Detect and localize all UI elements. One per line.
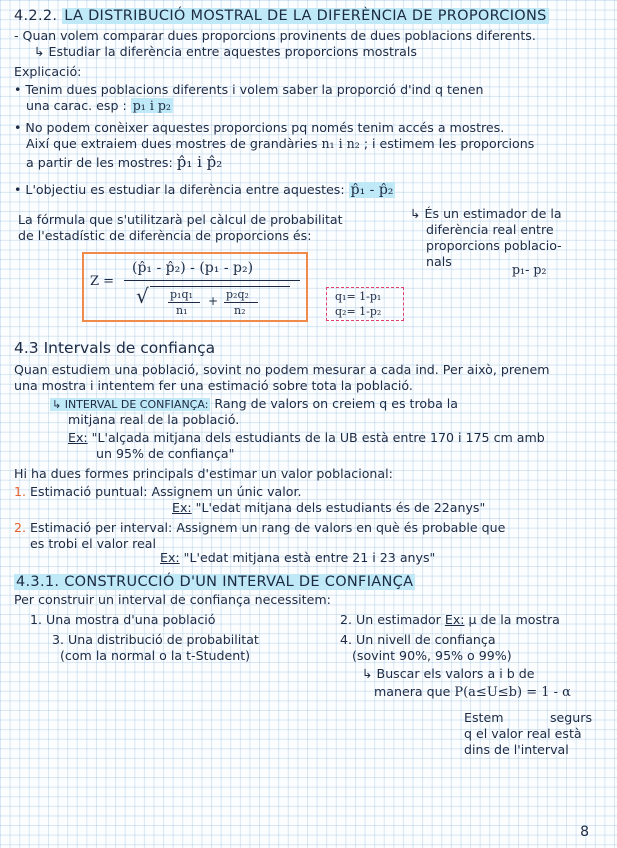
way-2-example	[160, 550, 435, 566]
requirement-2-text: 2. Un estimador	[340, 612, 441, 627]
formula-z: Z =	[90, 274, 115, 289]
den-b-bar	[224, 302, 258, 303]
requirement-4d-math: P(a≤U≤b) = 1 - α	[454, 685, 571, 700]
formula-fraction-bar	[124, 280, 300, 281]
way-2-label: Estimació per interval:	[30, 520, 173, 535]
interval-example-text2: un 95% de confiança"	[96, 446, 235, 461]
bullet1-line-b	[26, 98, 173, 114]
formula-den-a-num: p₁q₁	[170, 288, 193, 301]
bullet3-math: p̂₁ - p̂₂	[350, 182, 394, 198]
requirement-4e-segurs: segurs	[550, 710, 593, 725]
requirement-4a: 4. Un nivell de confiança	[340, 632, 496, 647]
requirement-1: 1. Una mostra d'una població	[30, 612, 216, 627]
interval-example	[68, 430, 545, 446]
bullet1-line-a: • Tenim dues poblacions diferents i volem saber la proporció d'ind q tenen	[14, 82, 484, 97]
interval-example-label: Ex:	[68, 430, 88, 445]
q1-definition: q₁= 1-p₁	[335, 290, 382, 303]
page-number: 8	[580, 824, 589, 840]
section-422-line1: - Quan volem comparar dues proporcions provinents de dues poblacions diferents.	[14, 28, 536, 43]
bullet3-text: • L'objectiu es estudiar la diferència entre aquestes:	[14, 182, 345, 197]
bullet2-tail: ; i estimem les proporcions	[363, 136, 535, 151]
estimator-note-1: ↳ És un estimador de la	[410, 206, 562, 221]
requirement-4d-text: manera que	[374, 684, 451, 699]
estimator-note-2: diferència real entre	[426, 222, 554, 237]
formula-den-plus: +	[208, 294, 219, 308]
way-1	[14, 484, 301, 500]
way-2-text2: es trobi el valor real	[30, 536, 157, 551]
estimator-note-3: proporcions poblacio-	[426, 238, 562, 253]
requirement-4d	[374, 684, 571, 701]
bullet1-text: una carac. esp :	[26, 98, 127, 113]
way-2-example-text: "L'edat mitjana està entre 21 i 23 anys"	[183, 550, 436, 565]
way-2-text: Assignem un rang de valors en què és probable que	[176, 520, 506, 535]
formula-den-a-den: n₁	[176, 304, 188, 317]
interval-definition-label: ↳ INTERVAL DE CONFIANÇA:	[52, 398, 209, 411]
section-43-line1: Quan estudiem una població, sovint no podem mesurar a cada ind. Per això, prenem	[14, 362, 550, 377]
way-1-text: Assignem un únic valor.	[151, 484, 302, 499]
requirement-3b: (com la normal o la t-Student)	[60, 648, 251, 663]
requirement-2-example: μ de la mostra	[468, 612, 560, 627]
way-2	[14, 520, 505, 536]
section-422-line2: ↳ Estudiar la diferència entre aquestes proporcions mostrals	[34, 44, 417, 59]
formula-numerator: (p̂₁ - p̂₂) - (p₁ - p₂)	[132, 260, 254, 276]
section-43-title: 4.3 Intervals de confiança	[14, 339, 216, 357]
bullet2-c-text: a partir de les mostres:	[26, 155, 173, 170]
requirement-2	[340, 612, 560, 628]
way-1-example	[172, 500, 485, 516]
requirement-4e-estem: Estem	[464, 710, 504, 725]
bullet1-math: p₁ i p₂	[132, 98, 171, 113]
formula-box	[82, 252, 308, 322]
interval-definition-text1: Rang de valors on creiem q es troba la	[214, 396, 459, 411]
formula-den-b-num: p₂q₂	[226, 288, 249, 301]
bullet2-line-a: • No podem conèixer aquestes proporcions pq només tenim accés a mostres.	[14, 120, 505, 135]
way-1-label: Estimació puntual:	[30, 484, 148, 499]
section-422-number: 4.2.2.	[14, 8, 58, 24]
requirement-4c: ↳ Buscar els valors a i b de	[362, 666, 535, 681]
way-2-number: 2.	[14, 520, 27, 535]
q2-definition: q₂= 1-p₂	[335, 305, 382, 318]
interval-definition	[50, 396, 458, 413]
way-2-example-label: Ex:	[160, 550, 180, 565]
requirement-3a: 3. Una distribució de probabilitat	[52, 632, 259, 647]
bullet2-c-math: p̂₁ i p̂₂	[176, 153, 223, 171]
way-1-number: 1.	[14, 484, 27, 499]
requirement-4b: (sovint 90%, 95% o 99%)	[352, 648, 512, 663]
section-422-title: LA DISTRIBUCIÓ MOSTRAL DE LA DIFERÈNCIA DE PROPORCIONS	[64, 8, 547, 24]
estimator-note-4: nals	[426, 254, 452, 269]
formula-intro-1: La fórmula que s'utilitzarà pel càlcul de probabilitat	[18, 212, 343, 227]
sqrt-bar	[150, 286, 290, 287]
way-1-example-text: "L'edat mitjana dels estudiants és de 22anys"	[195, 500, 486, 515]
section-431-title-text: 4.3.1. CONSTRUCCIÓ D'UN INTERVAL DE CONFIANÇA	[16, 574, 414, 590]
section-431-title	[14, 574, 415, 590]
requirement-2-example-label: Ex:	[444, 612, 465, 627]
requirement-4e: q el valor real està	[464, 726, 582, 741]
requirement-4f: dins de l'interval	[464, 742, 569, 757]
section-431-intro: Per construir un interval de confiança necessitem:	[14, 592, 331, 607]
bullet3-line	[14, 182, 395, 198]
estimator-note-5: p₁- p₂	[512, 262, 547, 277]
bullet2-math: n₁ i n₂	[321, 136, 360, 151]
sqrt-sign: √	[136, 284, 149, 308]
bullet2-line-b	[26, 136, 534, 152]
interval-definition-text2: mitjana real de la població.	[68, 412, 240, 427]
bullet2-line-c	[26, 154, 222, 171]
den-a-bar	[168, 302, 200, 303]
q-definitions-box	[326, 287, 404, 321]
section-422-heading	[14, 8, 549, 24]
estimation-ways: Hi ha dues formes principals d'estimar un valor poblacional:	[14, 466, 393, 481]
explicacio-label: Explicació:	[14, 64, 82, 79]
formula-intro-2: de l'estadístic de diferència de proporcions és:	[18, 228, 312, 243]
interval-example-text1: "L'alçada mitjana dels estudiants de la UB està entre 170 i 175 cm amb	[91, 430, 545, 445]
formula-den-b-den: n₂	[234, 304, 246, 317]
section-43-line2: una mostra i intentem fer una estimació sobre tota la població.	[14, 378, 413, 393]
bullet2-text: Així que extraiem dues mostres de grandàries	[26, 136, 318, 151]
way-1-example-label: Ex:	[172, 500, 192, 515]
